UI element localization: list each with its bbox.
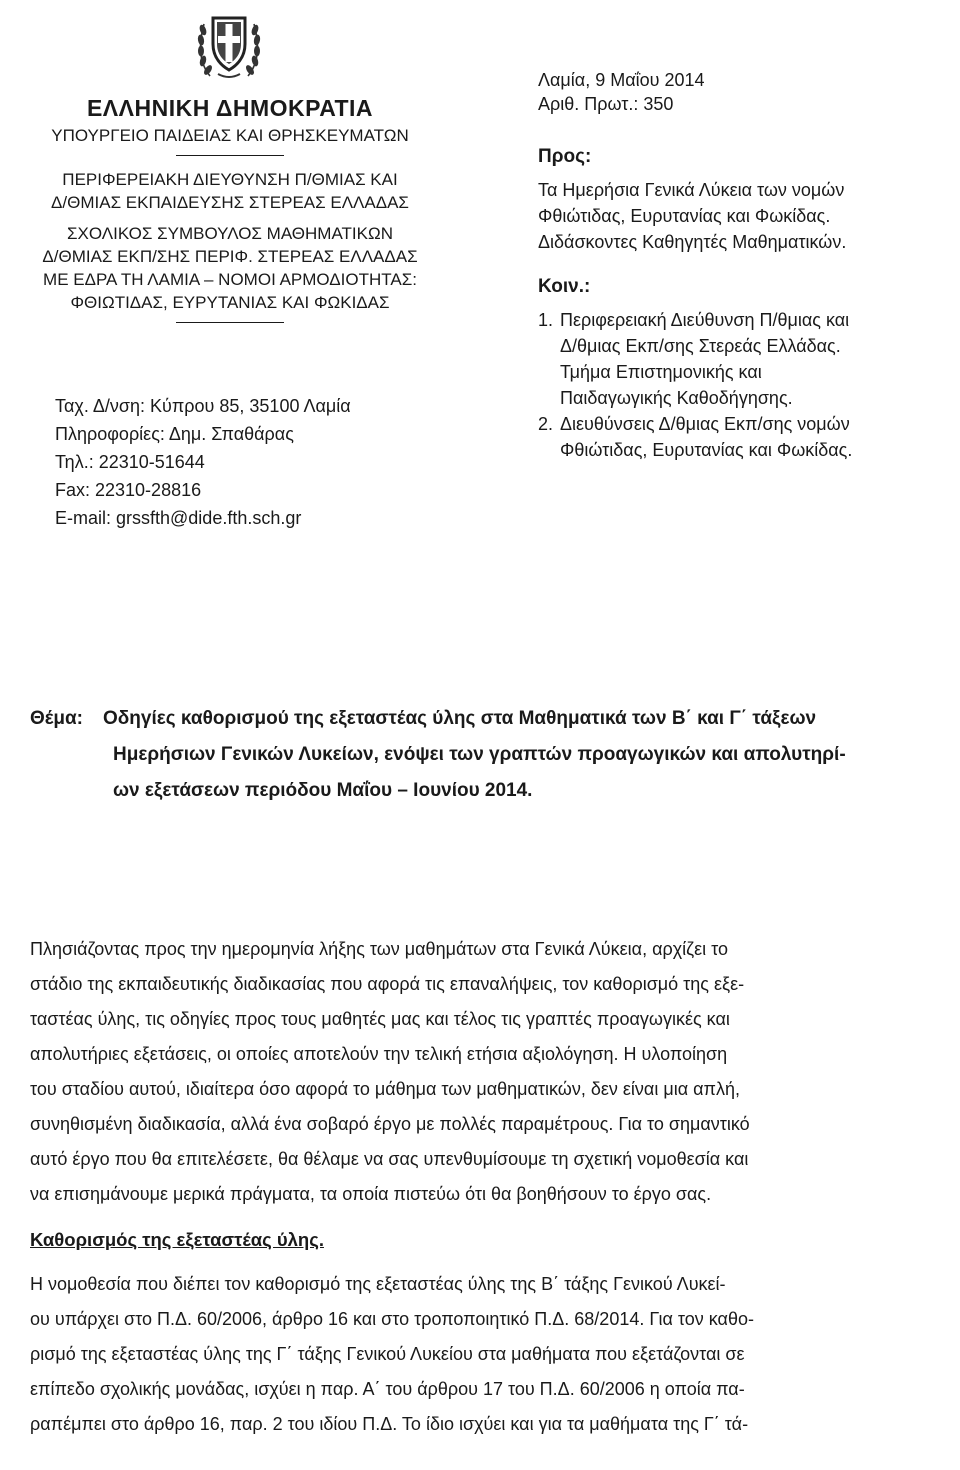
subject-label: Θέμα: bbox=[30, 708, 83, 729]
postal-address: Ταχ. Δ/νση: Κύπρου 85, 35100 Λαμία bbox=[55, 396, 351, 416]
body-line: ου υπάρχει στο Π.Δ. 60/2006, άρθρο 16 και στο τροποποιητικό Π.Δ. 68/2014. Για τον καθο- bbox=[30, 1309, 754, 1329]
phone-number: Τηλ.: 22310-51644 bbox=[55, 452, 205, 472]
cc-item-line: Παιδαγωγικής Καθοδήγησης. bbox=[560, 388, 793, 408]
body-line: αυτό έργο που θα επιτελέσετε, θα θέλαμε να σας υπενθυμίσουμε τη σχετική νομοθεσία και bbox=[30, 1149, 749, 1169]
advisor-line-2: Δ/ΘΜΙΑΣ ΕΚΠ/ΣΗΣ ΠΕΡΙΦ. ΣΤΕΡΕΑΣ ΕΛΛΑΔΑΣ bbox=[42, 247, 418, 266]
body-line: να επισημάνουμε μερικά πράγματα, τα οποία πιστεύω ότι θα βοηθήσουν το έργο σας. bbox=[30, 1184, 712, 1204]
cc-item bbox=[538, 307, 958, 411]
body-line: ταστέας ύλης, τις οδηγίες προς τους μαθητές μας και τέλος τις γραπτές προαγωγικές και bbox=[30, 1009, 730, 1029]
body-line: του σταδίου αυτού, ιδιαίτερα όσο αφορά το μάθημα των μαθηματικών, δεν είναι μια απλή, bbox=[30, 1079, 740, 1099]
advisor-line-1: ΣΧΟΛΙΚΟΣ ΣΥΜΒΟΥΛΟΣ ΜΑΘΗΜΑΤΙΚΩΝ bbox=[67, 224, 393, 243]
email-address: E-mail: grssfth@dide.fth.sch.gr bbox=[55, 508, 302, 528]
issuer-header bbox=[30, 92, 430, 335]
subject-line: Οδηγίες καθορισμού της εξεταστέας ύλης στα Μαθηματικά των Β΄ και Γ΄ τάξεων bbox=[103, 708, 817, 729]
document-date: Λαμία, 9 Μαΐου 2014 bbox=[538, 70, 705, 90]
recipient-line: Τα Ημερήσια Γενικά Λύκεια των νομών bbox=[538, 180, 845, 200]
section-title: Καθορισμός της εξεταστέας ύλης. bbox=[30, 1229, 324, 1250]
document-body bbox=[30, 932, 958, 1442]
directorate-line-1: ΠΕΡΙΦΕΡΕΙΑΚΗ ΔΙΕΥΘΥΝΣΗ Π/ΘΜΙΑΣ ΚΑΙ bbox=[62, 170, 398, 189]
recipient-line: Φθιώτιδας, Ευρυτανίας και Φωκίδας. bbox=[538, 206, 831, 226]
advisor-line-3: ΜΕ ΕΔΡΑ ΤΗ ΛΑΜΙΑ – ΝΟΜΟΙ ΑΡΜΟΔΙΟΤΗΤΑΣ: bbox=[43, 270, 417, 289]
cc-item-line: Περιφερειακή Διεύθυνση Π/θμιας και bbox=[560, 310, 850, 330]
cc-item-line: Τμήμα Επιστημονικής και bbox=[560, 362, 762, 382]
cc-label: Κοιν.: bbox=[538, 276, 591, 297]
fax-number: Fax: 22310-28816 bbox=[55, 480, 202, 500]
subject-line: Ημερήσιων Γενικών Λυκείων, ενόψει των γραπτών προαγωγικών και απολυτηρί- bbox=[113, 744, 846, 765]
ministry-name: ΥΠΟΥΡΓΕΙΟ ΠΑΙΔΕΙΑΣ ΚΑΙ ΘΡΗΣΚΕΥΜΑΤΩΝ bbox=[51, 126, 409, 145]
cc-item-line: Διευθύνσεις Δ/θμιας Εκπ/σης νομών bbox=[560, 414, 850, 434]
recipients-list bbox=[538, 177, 958, 255]
directorate-line-2: Δ/ΘΜΙΑΣ ΕΚΠΑΙΔΕΥΣΗΣ ΣΤΕΡΕΑΣ ΕΛΛΑΔΑΣ bbox=[51, 193, 409, 212]
body-line: Η νομοθεσία που διέπει τον καθορισμό της εξεταστέας ύλης της Β΄ τάξης Γενικού Λυκεί- bbox=[30, 1274, 726, 1294]
cc-item-number: 2. bbox=[538, 414, 554, 434]
subject-line: ων εξετάσεων περιόδου Μαΐου – Ιουνίου 2014. bbox=[113, 780, 533, 801]
paragraph bbox=[30, 1267, 958, 1442]
advisor-line-4: ΦΘΙΩΤΙΔΑΣ, ΕΥΡΥΤΑΝΙΑΣ ΚΑΙ ΦΩΚΙΔΑΣ bbox=[70, 293, 390, 312]
body-line: απολυτήριες εξετάσεις, οι οποίες αποτελούν την τελική ετήσια αξιολόγηση. Η υλοποίηση bbox=[30, 1044, 728, 1064]
cc-list bbox=[538, 307, 958, 463]
body-line: επίπεδο σχολικής μονάδας, ισχύει η παρ. Α΄ του άρθρου 17 του Π.Δ. 60/2006 η οποία πα- bbox=[30, 1379, 745, 1399]
body-line: Πλησιάζοντας προς την ημερομηνία λήξης των μαθημάτων στα Γενικά Λύκεια, αρχίζει το bbox=[30, 939, 728, 959]
republic-title: ΕΛΛΗΝΙΚΗ ΔΗΜΟΚΡΑΤΙΑ bbox=[86, 95, 374, 121]
greek-emblem-icon bbox=[196, 6, 262, 82]
cc-item-number: 1. bbox=[538, 310, 554, 330]
subject-block bbox=[30, 701, 950, 809]
body-line: στάδιο της εκπαιδευτικής διαδικασίας που αφορά τις επαναλήψεις, τον καθορισμό της εξε- bbox=[30, 974, 745, 994]
separator-line bbox=[176, 155, 284, 156]
cc-item-line: Δ/θμιας Εκπ/σης Στερεάς Ελλάδας. bbox=[560, 336, 841, 356]
cc-item bbox=[538, 411, 958, 463]
body-line: συνηθισμένη διαδικασία, αλλά ένα σοβαρό έργο με πολλές παραμέτρους. Για το σημαντικό bbox=[30, 1114, 750, 1134]
contact-person: Πληροφορίες: Δημ. Σπαθάρας bbox=[55, 424, 294, 444]
body-line: ρισμό της εξεταστέας ύλης της Γ΄ τάξης Γενικού Λυκείου στα μαθήματα που εξετάζονται σε bbox=[30, 1344, 745, 1364]
recipients-block bbox=[538, 68, 958, 463]
cc-item-line: Φθιώτιδας, Ευρυτανίας και Φωκίδας. bbox=[560, 440, 853, 460]
protocol-number: Αριθ. Πρωτ.: 350 bbox=[538, 94, 674, 114]
recipients-label: Προς: bbox=[538, 146, 592, 167]
body-line: ραπέμπει στο άρθρο 16, παρ. 2 του ιδίου Π.Δ. Το ίδιο ισχύει και για τα μαθήματα της Γ΄ τά- bbox=[30, 1414, 749, 1434]
recipient-line: Διδάσκοντες Καθηγητές Μαθηματικών. bbox=[538, 232, 847, 252]
contact-details bbox=[55, 392, 351, 532]
separator-line bbox=[176, 322, 284, 323]
paragraph bbox=[30, 932, 958, 1212]
